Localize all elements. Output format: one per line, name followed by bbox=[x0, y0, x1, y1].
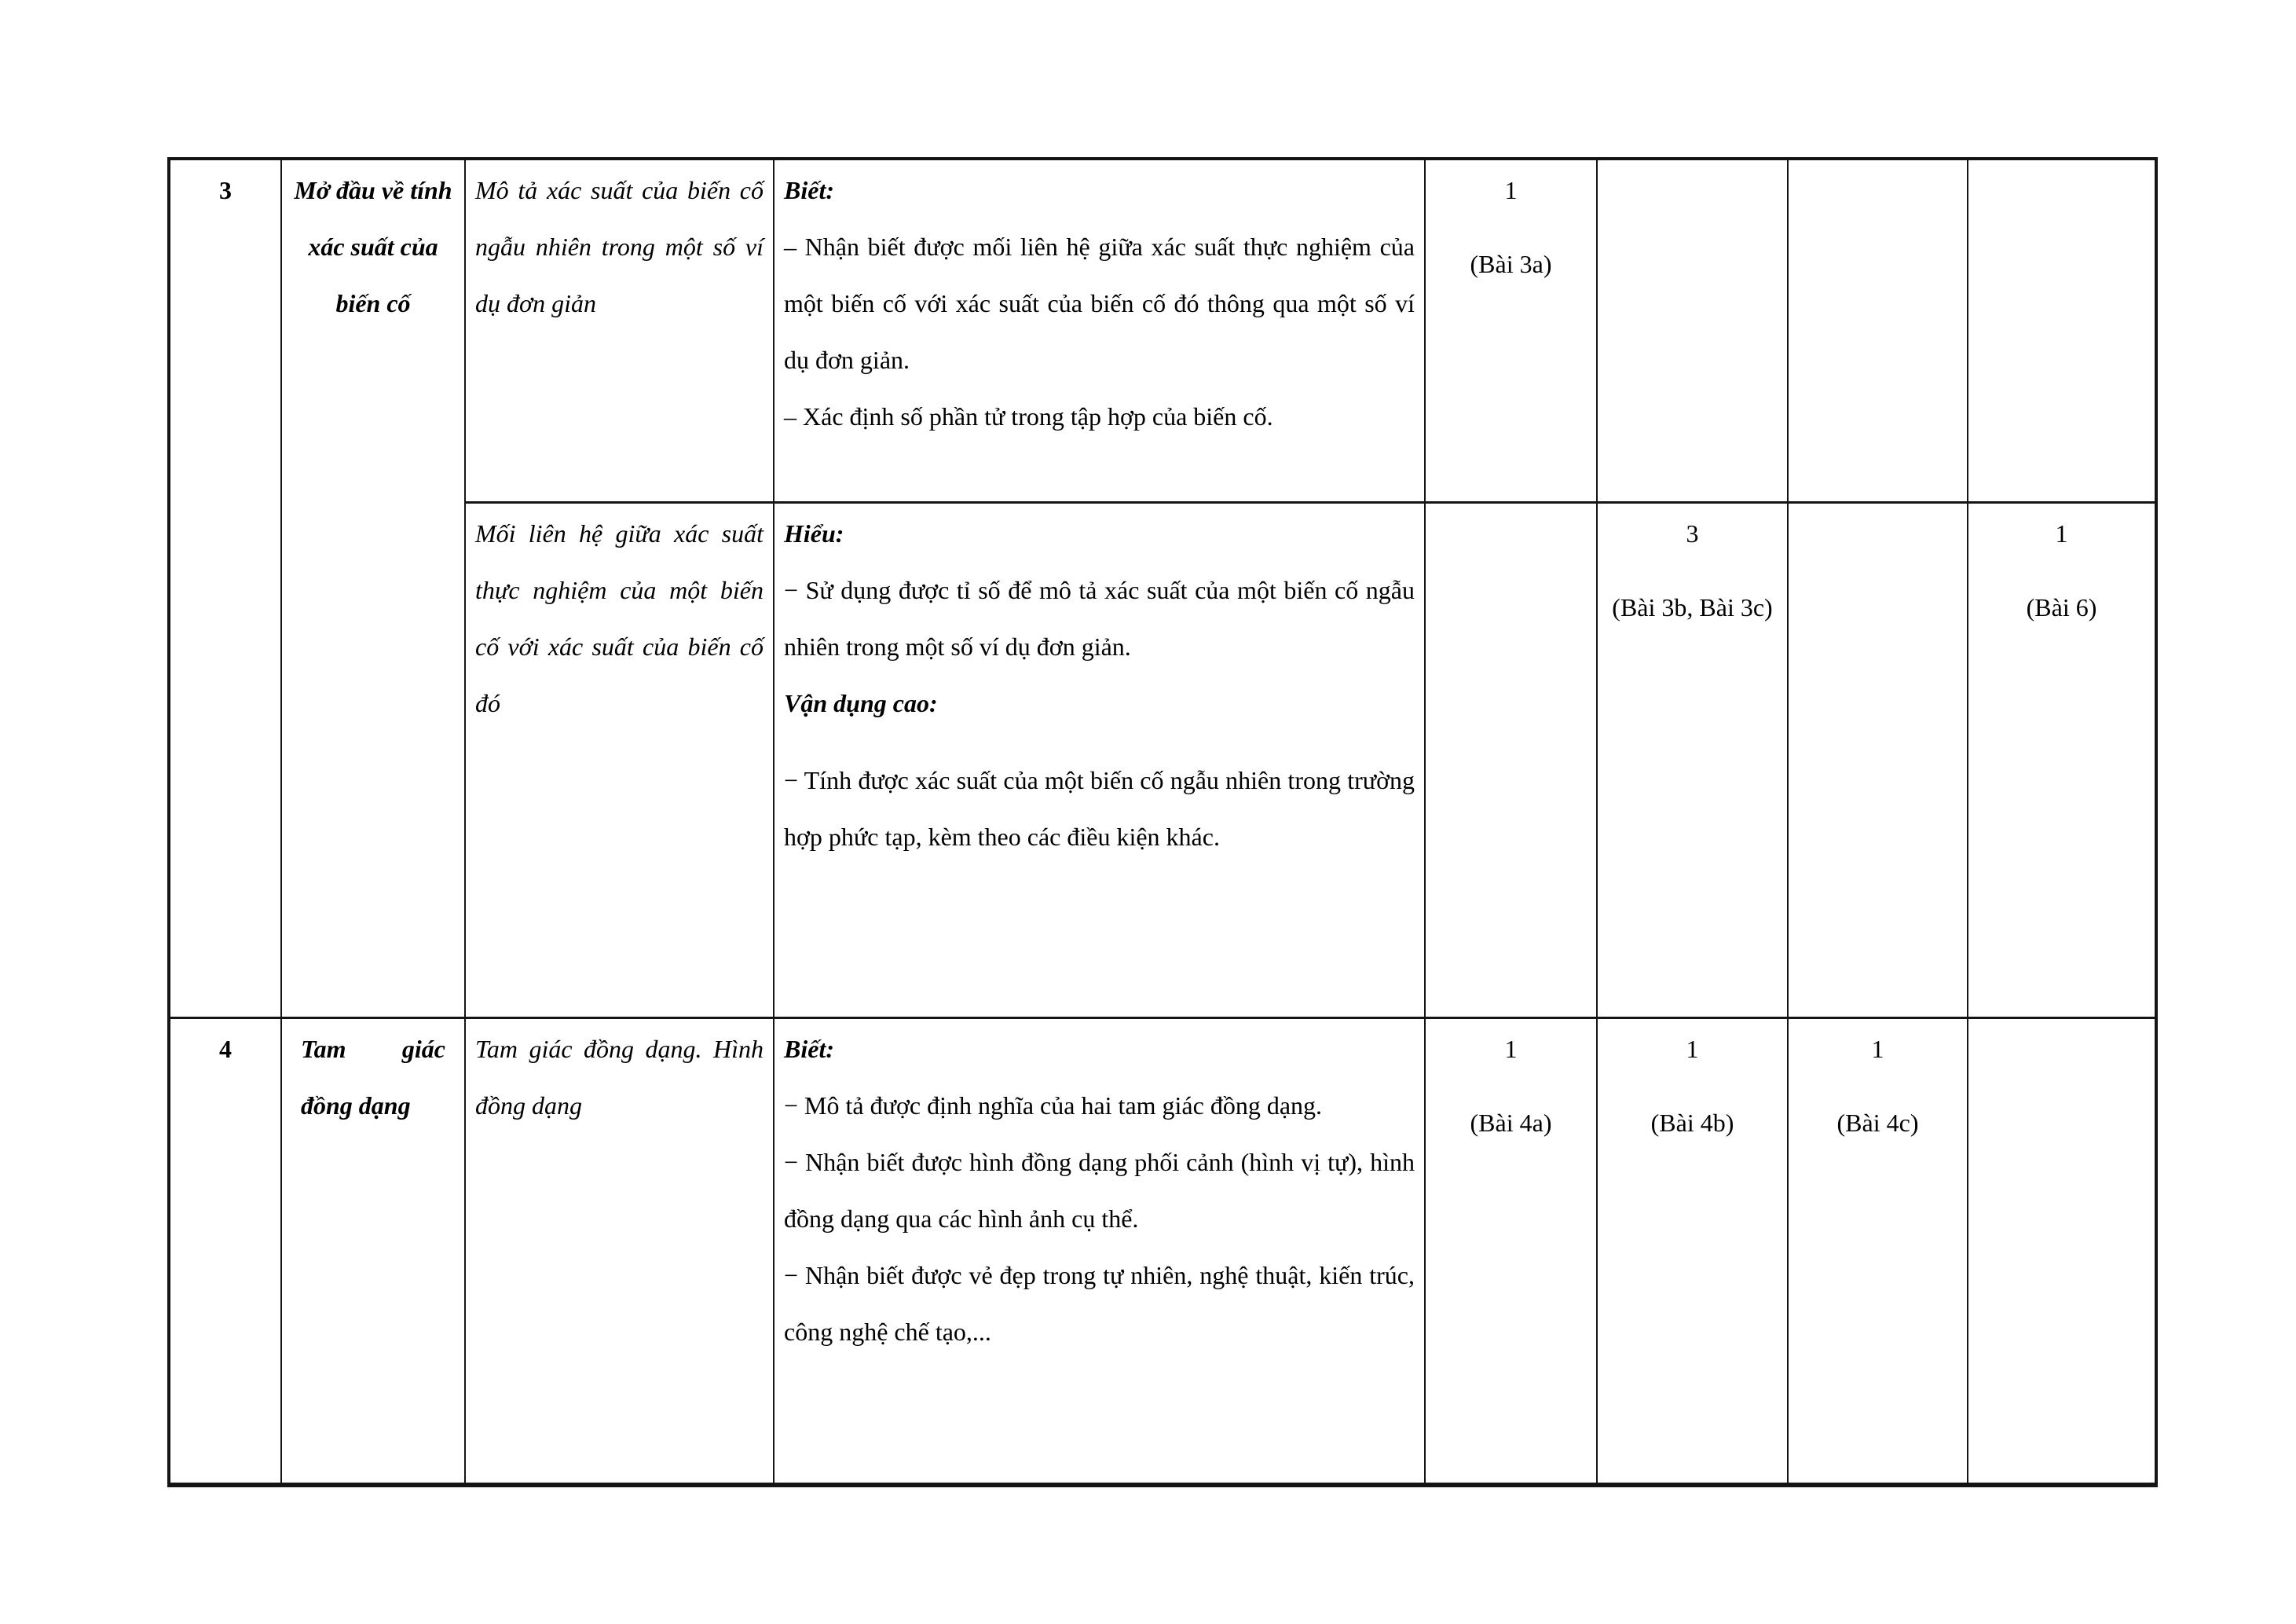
requirement-item: − Sử dụng được tỉ số để mô tả xác suất của một biến cố ngẫu nhiên trong một số ví dụ đơn giản. bbox=[784, 575, 1415, 661]
subtopic-label: Tam giác đồng dạng. Hình đồng dạng bbox=[475, 1034, 764, 1120]
subtopic-cell bbox=[465, 159, 774, 502]
requirement-item: − Nhận biết được vẻ đẹp trong tự nhiên, nghệ thuật, kiến trúc, công nghệ chế tạo,... bbox=[784, 1260, 1415, 1346]
requirements-cell bbox=[774, 159, 1425, 502]
question-count: 3 bbox=[1686, 519, 1699, 548]
requirement-item: – Nhận biết được mối liên hệ giữa xác suất thực nghiệm của một biến cố với xác suất của biến cố đó thông qua một số ví dụ đơn giản. bbox=[784, 233, 1415, 374]
table-row bbox=[169, 502, 2156, 1017]
requirement-level-header: Hiểu: bbox=[784, 519, 844, 548]
question-count: 1 bbox=[1686, 1034, 1699, 1063]
requirement-level-header: Vận dụng cao: bbox=[784, 688, 938, 717]
requirement-level-header: Biết: bbox=[784, 176, 834, 204]
row-number: 3 bbox=[219, 176, 232, 204]
question-count: 1 bbox=[1871, 1034, 1884, 1063]
subtopic-cell bbox=[465, 1017, 774, 1485]
requirement-level-header: Biết: bbox=[784, 1034, 834, 1063]
question-ref: (Bài 4c) bbox=[1836, 1108, 1919, 1137]
question-count: 1 bbox=[1504, 1034, 1518, 1063]
subtopic-cell bbox=[465, 502, 774, 1017]
level-count-cell bbox=[1788, 502, 1968, 1017]
table-row bbox=[169, 1017, 2156, 1485]
subtopic-label: Mô tả xác suất của biến cố ngẫu nhiên trong một số ví dụ đơn giản bbox=[475, 176, 764, 317]
topic-label: Tam giác đồng dạng bbox=[301, 1034, 445, 1120]
requirement-item: − Tính được xác suất của một biến cố ngẫu nhiên trong trường hợp phức tạp, kèm theo các điều kiện khác. bbox=[784, 765, 1415, 851]
level-count-cell bbox=[1597, 1017, 1788, 1485]
topic-label: Mở đầu về tính xác suất của biến cố bbox=[294, 176, 452, 317]
level-count-cell bbox=[1425, 159, 1597, 502]
table-row bbox=[169, 159, 2156, 502]
level-count-cell bbox=[1425, 1017, 1597, 1485]
question-ref: (Bài 4b) bbox=[1650, 1108, 1734, 1137]
question-count: 1 bbox=[2055, 519, 2068, 548]
requirement-item: − Mô tả được định nghĩa của hai tam giác đồng dạng. bbox=[784, 1091, 1323, 1120]
level-count-cell bbox=[1425, 502, 1597, 1017]
level-count-cell bbox=[1597, 159, 1788, 502]
row-number: 4 bbox=[219, 1034, 232, 1063]
question-ref: (Bài 4a) bbox=[1470, 1108, 1552, 1137]
question-ref: (Bài 3b, Bài 3c) bbox=[1612, 592, 1773, 621]
row-number-cell bbox=[169, 1017, 281, 1485]
requirements-cell bbox=[774, 1017, 1425, 1485]
level-count-cell bbox=[1968, 159, 2156, 502]
level-count-cell bbox=[1968, 502, 2156, 1017]
row-number-cell bbox=[169, 159, 281, 1017]
assessment-matrix-table bbox=[167, 157, 2158, 1487]
requirement-item: – Xác định số phần tử trong tập hợp của biến cố. bbox=[784, 402, 1273, 431]
question-ref: (Bài 3a) bbox=[1470, 250, 1552, 278]
level-count-cell bbox=[1597, 502, 1788, 1017]
topic-cell bbox=[281, 159, 465, 1017]
question-ref: (Bài 6) bbox=[2026, 592, 2097, 621]
level-count-cell bbox=[1788, 159, 1968, 502]
question-count: 1 bbox=[1504, 176, 1518, 204]
requirement-item: − Nhận biết được hình đồng dạng phối cảnh (hình vị tự), hình đồng dạng qua các hình ảnh cụ thể. bbox=[784, 1147, 1415, 1233]
level-count-cell bbox=[1788, 1017, 1968, 1485]
subtopic-label: Mối liên hệ giữa xác suất thực nghiệm của một biến cố với xác suất của biến cố đó bbox=[475, 519, 764, 717]
requirements-cell bbox=[774, 502, 1425, 1017]
topic-cell bbox=[281, 1017, 465, 1485]
level-count-cell bbox=[1968, 1017, 2156, 1485]
